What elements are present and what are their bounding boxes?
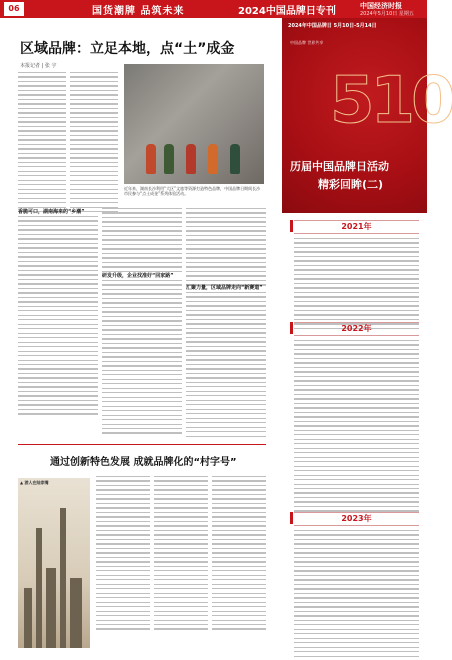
text-column-4 (102, 208, 182, 275)
text-2022 (294, 340, 419, 515)
second-headline: 通过创新特色发展 成就品牌化的“村字号” (50, 457, 237, 468)
section-divider (18, 444, 266, 445)
year-heading-2023: 2023年 (294, 512, 419, 526)
subheading-3: 汇聚力量，区域品牌走向“新赛道” (186, 285, 263, 291)
text-column-3 (18, 216, 98, 418)
text-column-6 (186, 208, 266, 289)
text-column-2 (70, 72, 118, 216)
special-issue-title: 2024中国品牌日专刊 (238, 6, 336, 17)
skyline-label: ▲ 游人在陆家嘴 (20, 480, 49, 485)
subheading-2: 研发升级，企业找准好“回家路” (102, 273, 174, 279)
anniversary-banner (282, 18, 452, 213)
issue-date: 2024年5月10日 星期五 (360, 11, 414, 17)
text-column-9 (154, 476, 208, 633)
year-marker-2021 (290, 220, 293, 232)
year-heading-2022: 2022年 (294, 322, 419, 336)
page-number-left: 06 (4, 2, 24, 16)
article-title: 区域品牌：立足本地，点“土”成金 (20, 41, 235, 57)
text-2023 (294, 530, 419, 660)
year-marker-2022 (290, 322, 293, 334)
banner-subheading: 精彩回眸(二) (318, 178, 384, 191)
newspaper-logo: 中国经济时报 (360, 1, 402, 10)
photo-caption: 近年来，湖南长沙利用“大区”文旅等资源打造特色品牌，中国品牌日期间长沙市民参与“点土成金”系列体验活动。 (124, 186, 261, 196)
banner-tagline: 中国品牌 世界共享 (290, 40, 324, 45)
text-column-1 (18, 72, 66, 216)
subheading-1: 香脆可口，湖南海来的“乡潮” (18, 209, 85, 215)
banner-heading: 历届中国品牌日活动 (290, 160, 389, 173)
article-byline: 本报记者 | 张 宇 (20, 63, 57, 69)
header-bar (0, 0, 427, 18)
text-column-8 (96, 476, 150, 633)
header-slogan: 国货潮牌 品筑未来 (92, 6, 185, 17)
text-column-7 (186, 292, 266, 440)
text-2021 (294, 238, 419, 332)
text-column-10 (212, 476, 266, 633)
text-column-5 (102, 280, 182, 437)
skyline-image (18, 478, 90, 648)
banner-510-logo: 510 (330, 64, 452, 138)
year-marker-2023 (290, 512, 293, 524)
article-photo (124, 64, 264, 184)
banner-dates: 2024年中国品牌日 5月10日-5月14日 (288, 23, 377, 29)
year-heading-2021: 2021年 (294, 220, 419, 234)
